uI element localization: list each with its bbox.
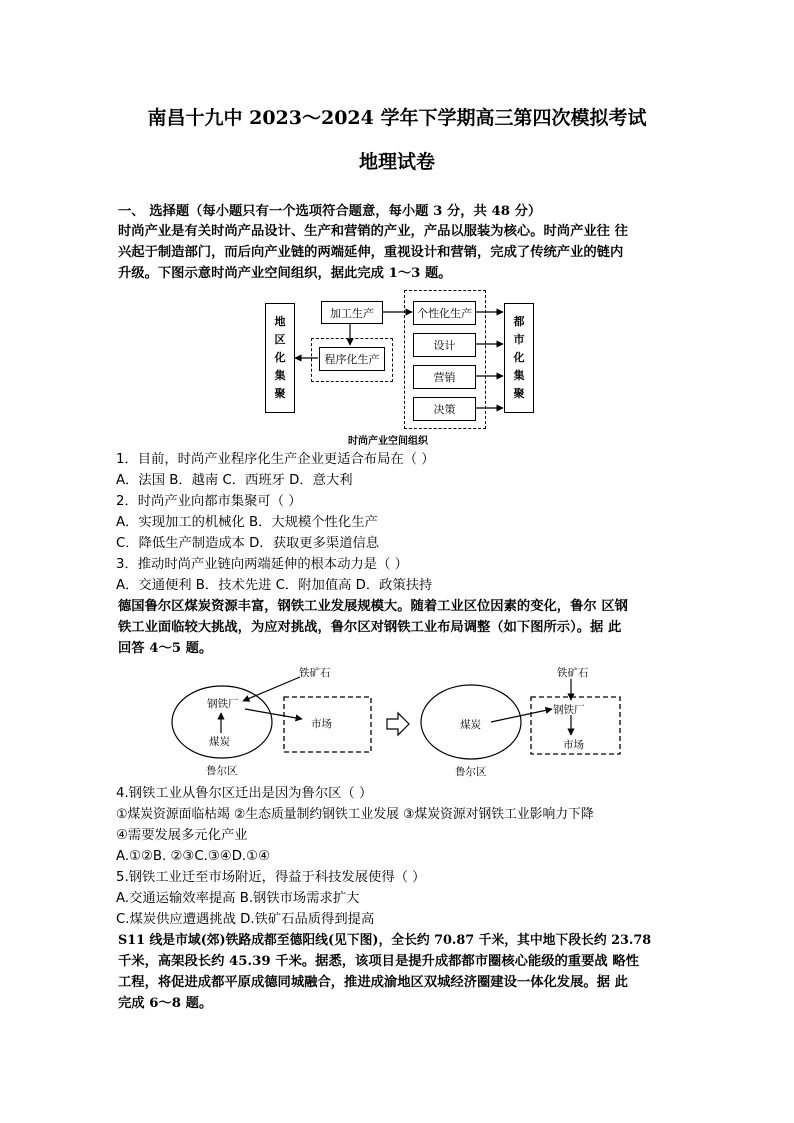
question-line: 2．时尚产业向都市集聚可（ ） bbox=[116, 494, 302, 509]
char: 市 bbox=[513, 333, 525, 346]
char: 集 bbox=[513, 369, 525, 382]
market-label-left: 市场 bbox=[311, 718, 332, 730]
section2-line-1: 德国鲁尔区煤炭资源丰富，钢铁工业发展规模大。随着工业区位因素的变化，鲁尔 区钢 bbox=[118, 599, 628, 614]
question-line: ④需要发展多元化产业 bbox=[116, 828, 248, 843]
coal-label-left: 煤炭 bbox=[209, 736, 230, 748]
ruhr-label-right: 鲁尔区 bbox=[455, 766, 487, 778]
question-line: A．实现加工的机械化 B．大规模个性化生产 bbox=[116, 515, 378, 530]
section3-line-3: 工程，将促进成都平原成德同城融合，推进成渝地区双城经济圈建设一体化发展。据 此 bbox=[118, 975, 628, 990]
steel-plant-label-left: 钢铁厂 bbox=[207, 698, 239, 710]
intro-line-2: 兴起于制造部门，而后向产业链的两端延伸，重视设计和营销，完成了传统产业的链内 bbox=[118, 245, 624, 260]
diagram1-caption: 时尚产业空间组织 bbox=[348, 436, 428, 447]
question-line: 1．目前，时尚产业程序化生产企业更适合布局在（ ） bbox=[116, 452, 435, 467]
iron-ore-label-right: 铁矿石 bbox=[557, 667, 589, 679]
iron-ore-label-left: 铁矿石 bbox=[299, 667, 331, 679]
question-line: A．交通便利 B．技术先进 C．附加值高 D．政策扶持 bbox=[116, 578, 433, 593]
question-line: ①煤炭资源面临枯竭 ②生态质量制约钢铁工业发展 ③煤炭资源对钢铁工业影响力下降 bbox=[116, 807, 594, 822]
programmed-production-box: 程序化生产 bbox=[319, 347, 385, 371]
processing-production-box: 加工生产 bbox=[321, 301, 383, 324]
question-line: A.①②B. ②③C.③④D.①④ bbox=[116, 849, 271, 864]
question-line: 3．推动时尚产业链向两端延伸的根本动力是（ ） bbox=[116, 557, 408, 572]
market-label-right: 市场 bbox=[563, 739, 584, 751]
design-box: 设计 bbox=[413, 333, 476, 357]
char: 化 bbox=[274, 351, 286, 364]
marketing-box: 营销 bbox=[413, 365, 476, 389]
section3-line-2: 千米，高架段长约 45.39 千米。据悉，该项目是提升成都都市圈核心能级的重要战 略性 bbox=[118, 954, 639, 969]
question-line: C．降低生产制造成本 D．获取更多渠道信息 bbox=[116, 536, 380, 551]
page-title: 南昌十九中 2023～2024 学年下学期高三第四次模拟考试 bbox=[147, 107, 647, 129]
question-line: 5.钢铁工业迁至市场附近，得益于科技发展使得（ ） bbox=[116, 870, 426, 885]
personalized-production-box: 个性化生产 bbox=[413, 301, 476, 325]
ruhr-label-left: 鲁尔区 bbox=[206, 765, 238, 777]
intro-line-1: 时尚产业是有关时尚产品设计、生产和营销的产业，产品以服装为核心。时尚产业往 往 bbox=[118, 224, 628, 239]
page-subtitle: 地理试卷 bbox=[358, 151, 435, 173]
char: 区 bbox=[274, 333, 286, 346]
char: 聚 bbox=[513, 387, 525, 400]
char: 集 bbox=[274, 369, 286, 382]
question-line: 4.钢铁工业从鲁尔区迁出是因为鲁尔区（ ） bbox=[116, 786, 373, 801]
intro-line-3: 升级。下图示意时尚产业空间组织，据此完成 1～3 题。 bbox=[118, 266, 452, 281]
char: 化 bbox=[513, 351, 525, 364]
section3-line-1: S11 线是市域(郊)铁路成都至德阳线(见下图)，全长约 70.87 千米，其中地下段长约 23.78 bbox=[118, 933, 652, 948]
char: 都 bbox=[513, 315, 525, 328]
section3-line-4: 完成 6～8 题。 bbox=[118, 996, 213, 1011]
question-line: A.交通运输效率提高 B.钢铁市场需求扩大 bbox=[116, 891, 360, 906]
question-line: A．法国 B．越南 C．西班牙 D．意大利 bbox=[116, 473, 353, 488]
steel-plant-label-right: 钢铁厂 bbox=[553, 704, 585, 716]
section-heading: 一、 选择题（每小题只有一个选项符合题意，每小题 3 分，共 48 分） bbox=[118, 204, 542, 219]
section2-line-2: 铁工业面临较大挑战，为应对挑战，鲁尔区对钢铁工业布局调整（如下图所示）。据 此 bbox=[118, 620, 622, 635]
coal-label-right: 煤炭 bbox=[460, 719, 481, 731]
decision-box: 决策 bbox=[413, 397, 476, 421]
char: 地 bbox=[274, 315, 286, 328]
section2-line-3: 回答 4～5 题。 bbox=[118, 641, 213, 656]
question-line: C.煤炭供应遭遇挑战 D.铁矿石品质得到提高 bbox=[116, 912, 375, 927]
char: 聚 bbox=[274, 387, 286, 400]
